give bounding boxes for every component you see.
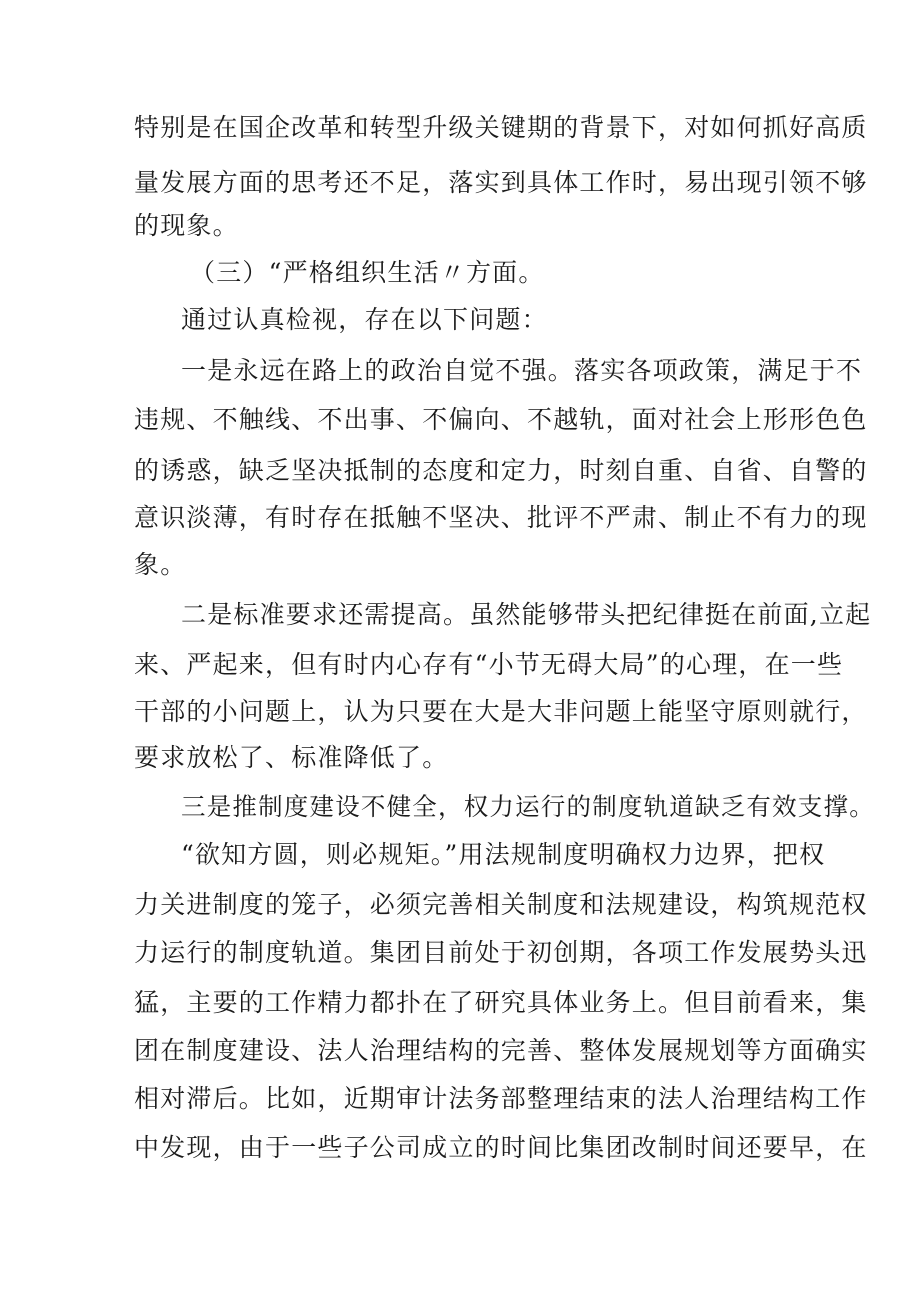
text-line: 猛，主要的工作精力都扑在了研究具体业务上。但目前看来，集	[134, 988, 868, 1017]
text-line: 意识淡薄，有时存在抵触不坚决、批评不严肃、制止不有力的现	[134, 503, 868, 532]
text-line: 来、严起来，但有时内心存有“小节无碍大局”的心理，在一些	[134, 650, 844, 679]
text-line: 的诱惑，缺乏坚决抵制的态度和定力，时刻自重、自省、自警的	[134, 456, 868, 485]
text-line: 要求放松了、标准降低了。	[134, 743, 449, 772]
text-line: 违规、不触线、不出事、不偏向、不越轨，面对社会上形形色色	[134, 405, 868, 434]
text-line: 力关进制度的笼子，必须完善相关制度和法规建设，构筑规范权	[134, 890, 868, 919]
text-line: 干部的小问题上，认为只要在大是大非问题上能坚守原则就行，	[134, 697, 868, 726]
text-line: 通过认真检视，存在以下问题：	[181, 305, 548, 334]
text-line: 的现象。	[134, 211, 239, 240]
text-line: 力运行的制度轨道。集团目前处于初创期，各项工作发展势头迅	[134, 938, 868, 967]
text-line: 象。	[134, 550, 187, 579]
text-line: 中发现，由于一些子公司成立的时间比集团改制时间还要早，在	[134, 1133, 868, 1162]
text-line: 量发展方面的思考还不足，落实到具体工作时，易出现引领不够	[134, 168, 868, 197]
text-line: 特别是在国企改革和转型升级关键期的背景下，对如何抓好高质	[134, 113, 868, 142]
text-line: 二是标准要求还需提高。虽然能够带头把纪律挺在前面,立起	[181, 600, 872, 629]
text-line: 团在制度建设、法人治理结构的完善、整体发展规划等方面确实	[134, 1036, 868, 1065]
text-line: “欲知方圆，则必规矩。”用法规制度明确权力边界，把权	[181, 840, 826, 869]
text-line: 相对滞后。比如，近期审计法务部整理结束的法人治理结构工作	[134, 1084, 868, 1113]
section-heading: （三）“严格组织生活〃方面。	[190, 258, 545, 287]
text-line: 三是推制度建设不健全，权力运行的制度轨道缺乏有效支撑。	[181, 792, 875, 821]
text-line: 一是永远在路上的政治自觉不强。落实各项政策，满足于不	[181, 356, 863, 385]
